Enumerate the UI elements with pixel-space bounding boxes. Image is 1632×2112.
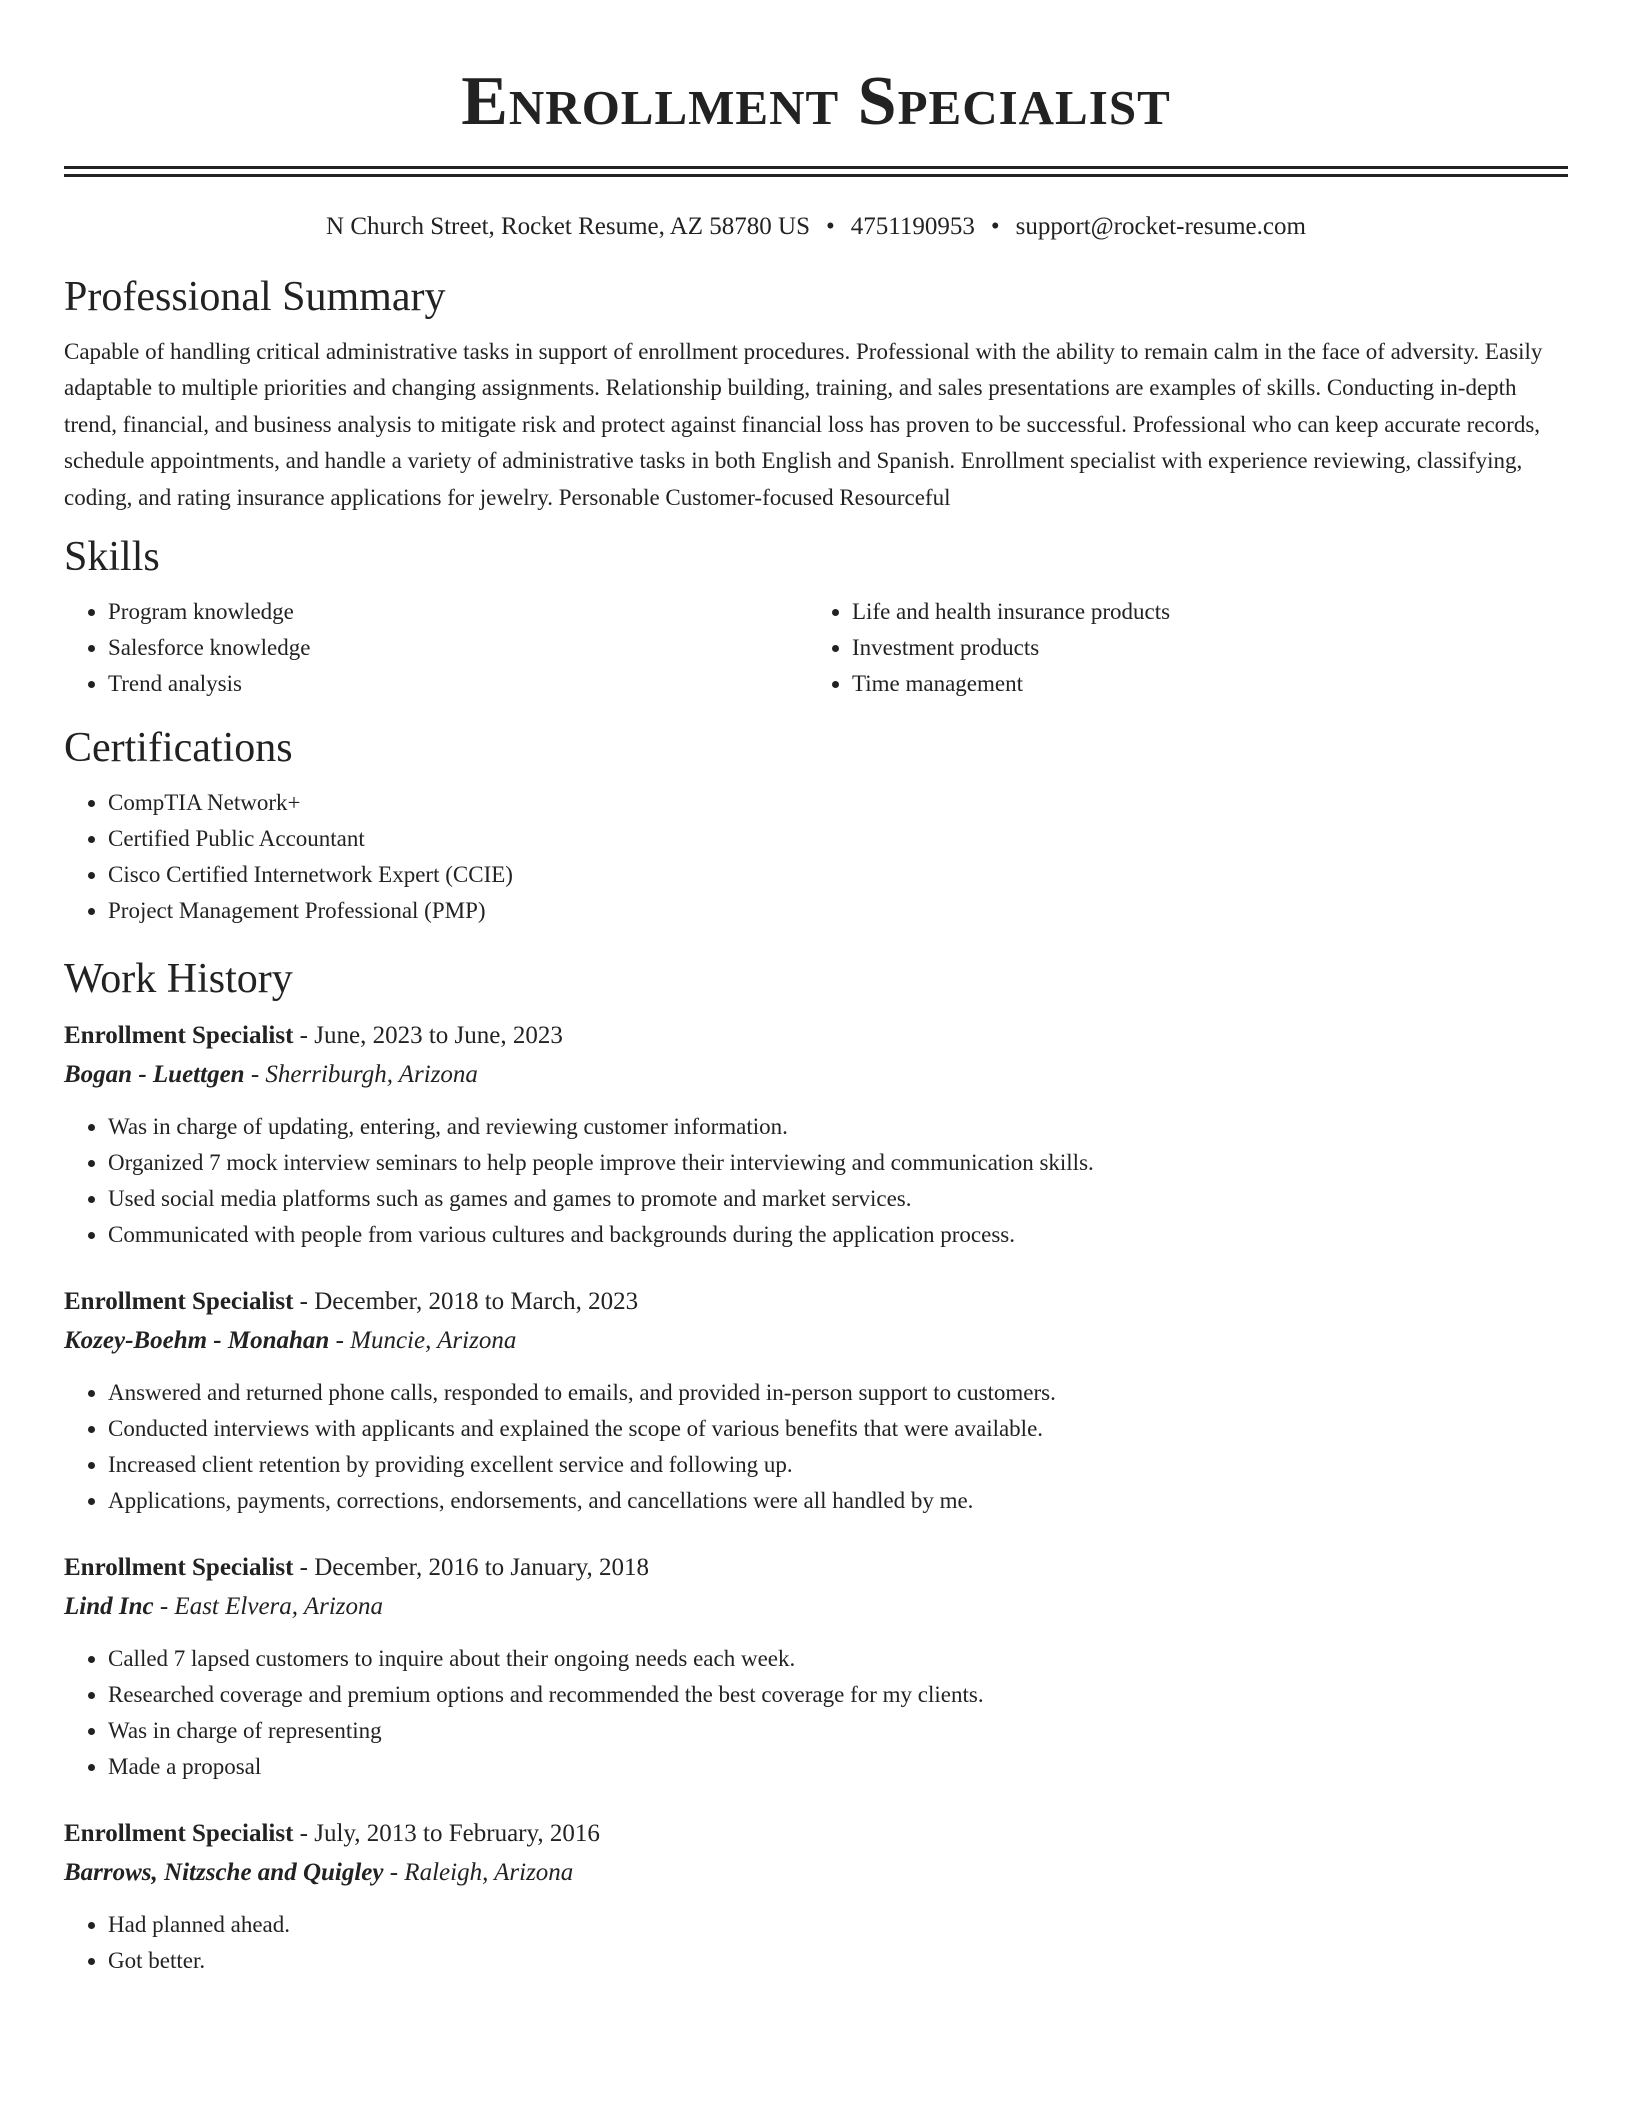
certification-item: • CompTIA Network+ <box>108 785 1568 821</box>
skill-item: • Salesforce knowledge <box>108 630 808 666</box>
job-company-line <box>64 1587 1568 1627</box>
job-title: Enrollment Specialist <box>64 1554 294 1582</box>
header-divider <box>64 166 1568 177</box>
page-title: Enrollment Specialist <box>461 63 1171 140</box>
contact-address: N Church Street, Rocket Resume, AZ 58780 US <box>326 213 811 240</box>
job-entry <box>64 1549 1568 1785</box>
job-location: - Sherriburgh, Arizona <box>244 1061 478 1089</box>
job-location: - Raleigh, Arizona <box>383 1859 574 1887</box>
skill-item: • Investment products <box>852 630 1552 666</box>
job-dates: - June, 2023 to June, 2023 <box>293 1022 563 1050</box>
job-title: Enrollment Specialist <box>64 1288 294 1316</box>
job-bullets <box>64 1907 1568 1979</box>
skill-item: • Trend analysis <box>108 666 808 702</box>
summary-heading: Professional Summary <box>64 274 446 320</box>
job-header <box>64 1815 1568 1853</box>
job-dates: - December, 2016 to January, 2018 <box>293 1554 650 1582</box>
certifications-heading: Certifications <box>64 725 293 772</box>
bullet-separator: • <box>826 213 835 240</box>
job-company: Barrows, Nitzsche and Quigley <box>64 1859 384 1887</box>
certifications-list <box>64 785 1568 929</box>
job-bullet: • Increased client retention by providing excellent service and following up. <box>108 1447 1568 1483</box>
job-header <box>64 1549 1568 1587</box>
job-title: Enrollment Specialist <box>64 1022 294 1050</box>
job-bullets <box>64 1641 1568 1785</box>
skill-item: • Time management <box>852 666 1552 702</box>
job-company: Bogan - Luettgen <box>64 1061 245 1089</box>
skills-column-right <box>808 594 1552 702</box>
skill-item: • Life and health insurance products <box>852 594 1552 630</box>
bullet-separator: • <box>990 213 1000 240</box>
job-bullet: • Used social media platforms such as games and games to promote and market services. <box>108 1181 1568 1217</box>
job-bullet: • Applications, payments, corrections, endorsements, and cancellations were all handled by me. <box>108 1483 1568 1519</box>
job-bullet: • Organized 7 mock interview seminars to help people improve their interviewing and communication skills. <box>108 1145 1568 1181</box>
skill-item: • Program knowledge <box>108 594 808 630</box>
job-entry <box>64 1815 1568 1979</box>
skills-column-left <box>64 594 808 702</box>
job-bullet: • Called 7 lapsed customers to inquire about their ongoing needs each week. <box>108 1641 1568 1677</box>
job-header <box>64 1283 1568 1321</box>
job-bullet: • Got better. <box>108 1943 1568 1979</box>
job-bullet: • Made a proposal <box>108 1749 1568 1785</box>
job-company-line <box>64 1853 1568 1893</box>
contact-email: support@rocket-resume.com <box>1015 213 1306 240</box>
job-bullet: • Answered and returned phone calls, responded to emails, and provided in-person support to customers. <box>108 1375 1568 1411</box>
job-company-line <box>64 1321 1568 1361</box>
contact-line <box>64 211 1568 243</box>
contact-phone: 4751190953 <box>850 213 975 240</box>
job-company: Lind Inc <box>64 1593 154 1621</box>
job-dates: - July, 2013 to February, 2016 <box>293 1820 600 1848</box>
job-bullet: • Was in charge of updating, entering, and reviewing customer information. <box>108 1109 1568 1145</box>
job-dates: - December, 2018 to March, 2023 <box>293 1288 639 1316</box>
job-company-line <box>64 1055 1568 1095</box>
job-bullet: • Had planned ahead. <box>108 1907 1568 1943</box>
job-bullets <box>64 1109 1568 1253</box>
job-bullet: • Researched coverage and premium options and recommended the best coverage for my clients. <box>108 1677 1568 1713</box>
job-company: Kozey-Boehm - Monahan <box>64 1327 330 1355</box>
job-location: - Muncie, Arizona <box>329 1327 517 1355</box>
certification-item: • Certified Public Accountant <box>108 821 1568 857</box>
certification-item: • Cisco Certified Internetwork Expert (CCIE) <box>108 857 1568 893</box>
summary-text: Capable of handling critical administrative tasks in support of enrollment procedures. Professional with the ability to remain calm in the face of adversity. Easily adaptable to multiple priorities and changing assignments. Relationship building, training, and sales presentations are examples of skills. Conducting in-depth trend, financial, and business analysis to mitigate risk and protect against financial loss has proven to be successful. Professional who can keep accurate records, schedule appointments, and handle a variety of administrative tasks in both English and Spanish. Enrollment specialist with experience reviewing, classifying, coding, and rating insurance applications for jewelry. Personable Customer-focused Resourceful <box>64 339 1543 510</box>
work-history-heading: Work History <box>64 956 293 1003</box>
job-bullet: • Was in charge of representing <box>108 1713 1568 1749</box>
job-bullets <box>64 1375 1568 1519</box>
job-bullet: • Conducted interviews with applicants and explained the scope of various benefits that were available. <box>108 1411 1568 1447</box>
job-header <box>64 1017 1568 1055</box>
job-title: Enrollment Specialist <box>64 1820 294 1848</box>
skills-heading: Skills <box>64 534 160 581</box>
skills-list <box>64 594 1568 702</box>
job-bullet: • Communicated with people from various cultures and backgrounds during the application process. <box>108 1217 1568 1253</box>
job-entry <box>64 1283 1568 1519</box>
certification-item: • Project Management Professional (PMP) <box>108 893 1568 929</box>
job-location: - East Elvera, Arizona <box>153 1593 383 1621</box>
job-entry <box>64 1017 1568 1253</box>
